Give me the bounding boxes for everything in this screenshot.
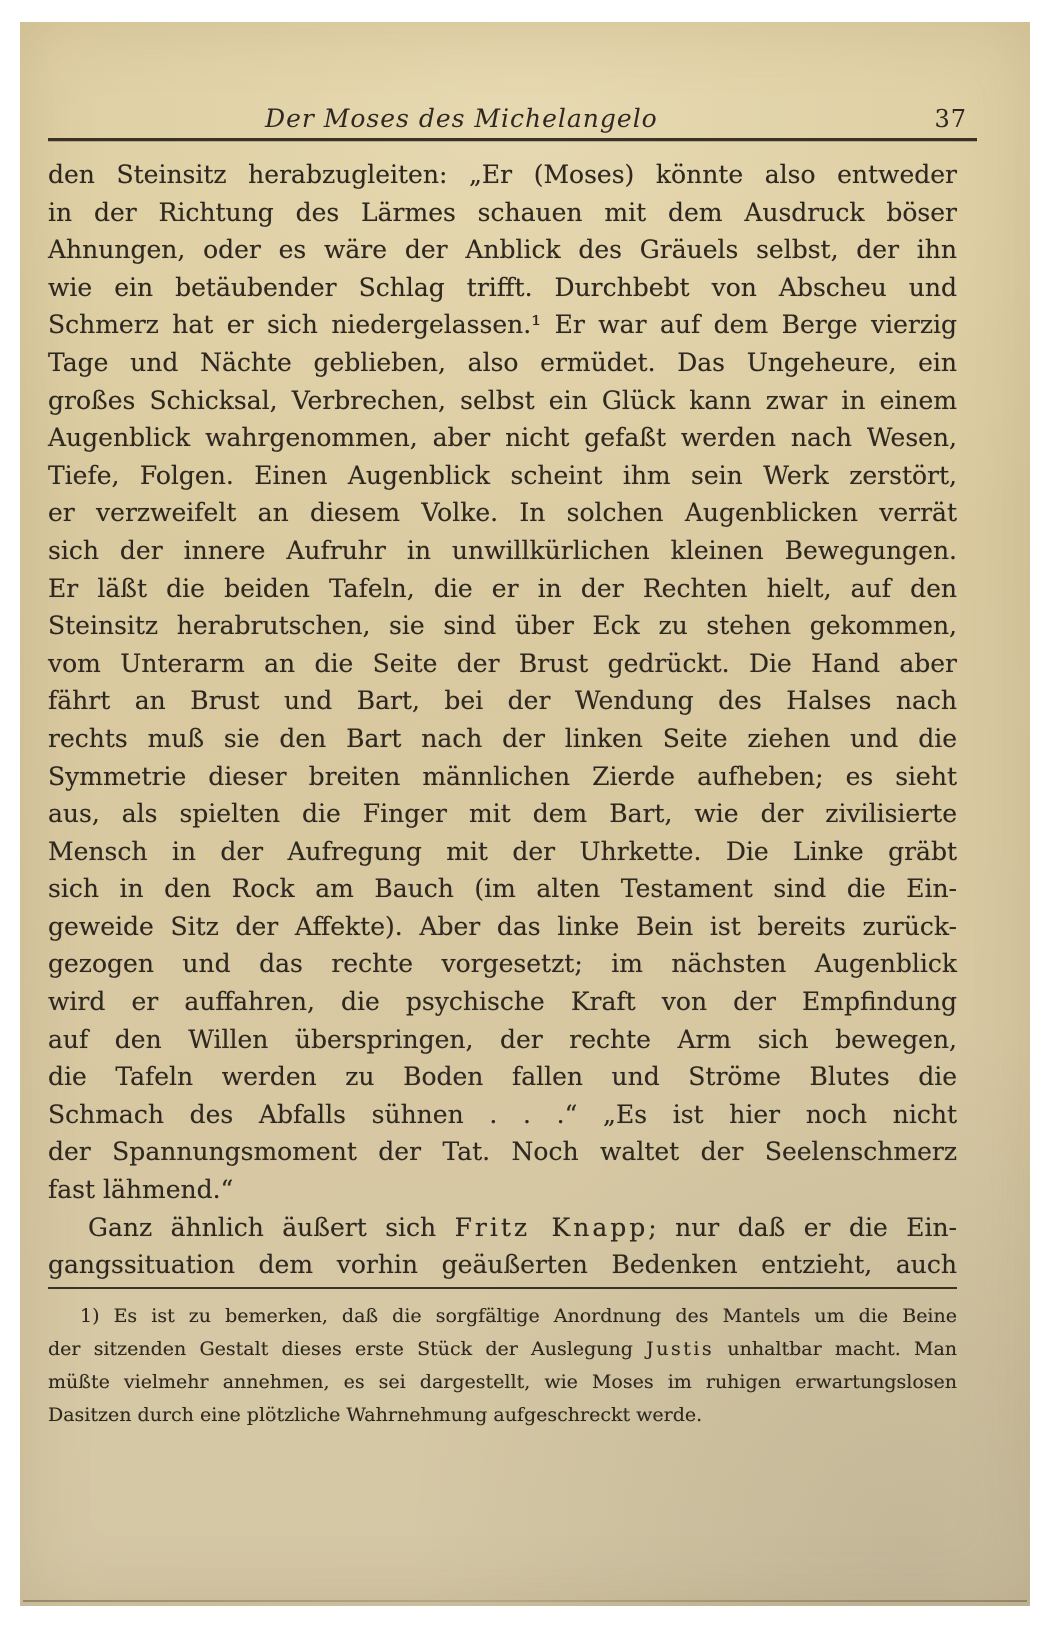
text-segment: Tiefe, Folgen. Einen Augenblick scheint ihm sein Werk zerstört, [48,460,957,490]
text-line [48,1096,957,1134]
text-line [48,494,957,532]
text-line [48,833,957,871]
text-segment: wird er auffahren, die psychische Kraft von der Empfindung [48,987,957,1017]
text-segment: der sitzenden Gestalt dieses erste Stück der Auslegung [48,1338,647,1360]
letterspaced-name: Justis [646,1338,715,1360]
body-text [48,156,957,1284]
text-segment: müßte vielmehr annehmen, es sei dargestellt, wie Moses im ruhigen erwartungslosen [48,1371,957,1393]
page-number: 37 [934,105,967,133]
text-segment: fährt an Brust und Bart, bei der Wendung des Halses nach [48,686,957,716]
text-segment: fast lähmend.“ [48,1175,234,1205]
paragraph [48,1209,957,1284]
text-line [48,194,957,232]
text-segment: ; nur daß er die Ein- [648,1212,958,1242]
text-line [48,945,957,983]
text-line [48,795,957,833]
text-segment: auf den Willen überspringen, der rechte Arm sich bewegen, [48,1024,957,1054]
text-segment: den Steinsitz herabzugleiten: „Er (Moses) könnte also entweder [48,160,957,189]
text-segment: sich in den Rock am Bauch (im alten Testament sind die Ein- [48,874,957,904]
text-segment: großes Schicksal, Verbrechen, selbst ein Glück kann zwar in einem [48,385,957,415]
text-segment: der Spannungsmoment der Tat. Noch waltet der Seelenschmerz [48,1137,957,1167]
text-segment: gangssituation dem vorhin geäußerten Bedenken entzieht, auch [48,1250,957,1280]
text-segment: in der Richtung des Lärmes schauen mit dem Ausdruck böser [48,197,957,227]
text-segment: Tage und Nächte geblieben, also ermüdet. Das Ungeheure, ein [48,347,957,377]
text-line [48,1399,957,1432]
text-segment: Ganz ähnlich äußert sich [88,1212,455,1242]
text-segment: wie ein betäubender Schlag trifft. Durchbebt von Abscheu und [48,272,957,302]
text-line [48,1209,957,1247]
text-line [48,1133,957,1171]
text-line [48,457,957,495]
text-line [48,1333,957,1366]
footnote [48,1300,957,1432]
letterspaced-name: Fritz Knapp [454,1212,649,1242]
paragraph [48,156,957,1209]
text-segment: unhaltbar macht. Man [714,1338,958,1360]
text-segment: aus, als spielten die Finger mit dem Bart, wie der zivilisierte [48,799,957,829]
text-line [48,1021,957,1059]
text-line [48,532,957,570]
page-header [48,104,977,140]
text-line [48,156,957,194]
text-line [48,419,957,457]
text-line [48,870,957,908]
text-segment: Ahnungen, oder es wäre der Anblick des Gräuels selbst, der ihn [48,235,957,265]
text-segment: gezogen und das rechte vorgesetzt; im nächsten Augenblick [48,949,957,979]
text-line [48,908,957,946]
text-segment: Schmach des Abfalls sühnen . . .“ „Es ist hier noch nicht [48,1099,957,1129]
text-segment: geweide Sitz der Affekte). Aber das linke Bein ist bereits zurück- [48,911,957,941]
header-rule [48,138,977,141]
paragraph [48,1300,957,1432]
text-line [48,1058,957,1096]
text-line [48,344,957,382]
text-line [48,720,957,758]
text-segment: Steinsitz herabrutschen, sie sind über Eck zu stehen gekommen, [48,611,957,641]
text-line [48,1171,957,1209]
text-line [48,682,957,720]
book-page [20,22,1030,1606]
text-line [48,645,957,683]
text-segment: 1) Es ist zu bemerken, daß die sorgfältige Anordnung des Mantels um die Beine [80,1305,957,1327]
text-line [48,758,957,796]
text-line [48,1366,957,1399]
text-segment: rechts muß sie den Bart nach der linken Seite ziehen und die [48,723,957,753]
text-segment: Er läßt die beiden Tafeln, die er in der Rechten hielt, auf den [48,573,957,603]
text-line [48,1300,957,1333]
text-line [48,306,957,344]
text-segment: vom Unterarm an die Seite der Brust gedrückt. Die Hand aber [48,648,957,678]
text-segment: die Tafeln werden zu Boden fallen und Ströme Blutes die [48,1062,957,1092]
text-segment: Symmetrie dieser breiten männlichen Zierde aufheben; es sieht [48,761,957,791]
text-segment: sich der innere Aufruhr in unwillkürlichen kleinen Bewegungen. [48,535,957,565]
text-line [48,269,957,307]
text-segment: Mensch in der Aufregung mit der Uhrkette. Die Linke gräbt [48,836,957,866]
text-line [48,382,957,420]
text-line [48,1246,957,1284]
text-line [48,983,957,1021]
running-title: Der Moses des Michelangelo [265,104,658,133]
text-segment: Augenblick wahrgenommen, aber nicht gefaßt werden nach Wesen, [48,423,957,453]
text-line [48,231,957,269]
footnote-rule [48,1287,957,1289]
text-segment: Schmerz hat er sich niedergelassen.¹ Er war auf dem Berge vierzig [48,310,957,340]
text-segment: er verzweifelt an diesem Volke. In solchen Augenblicken verrät [48,498,957,528]
text-line [48,570,957,608]
text-line [48,607,957,645]
text-segment: Dasitzen durch eine plötzliche Wahrnehmung aufgeschreckt werde. [48,1404,703,1426]
